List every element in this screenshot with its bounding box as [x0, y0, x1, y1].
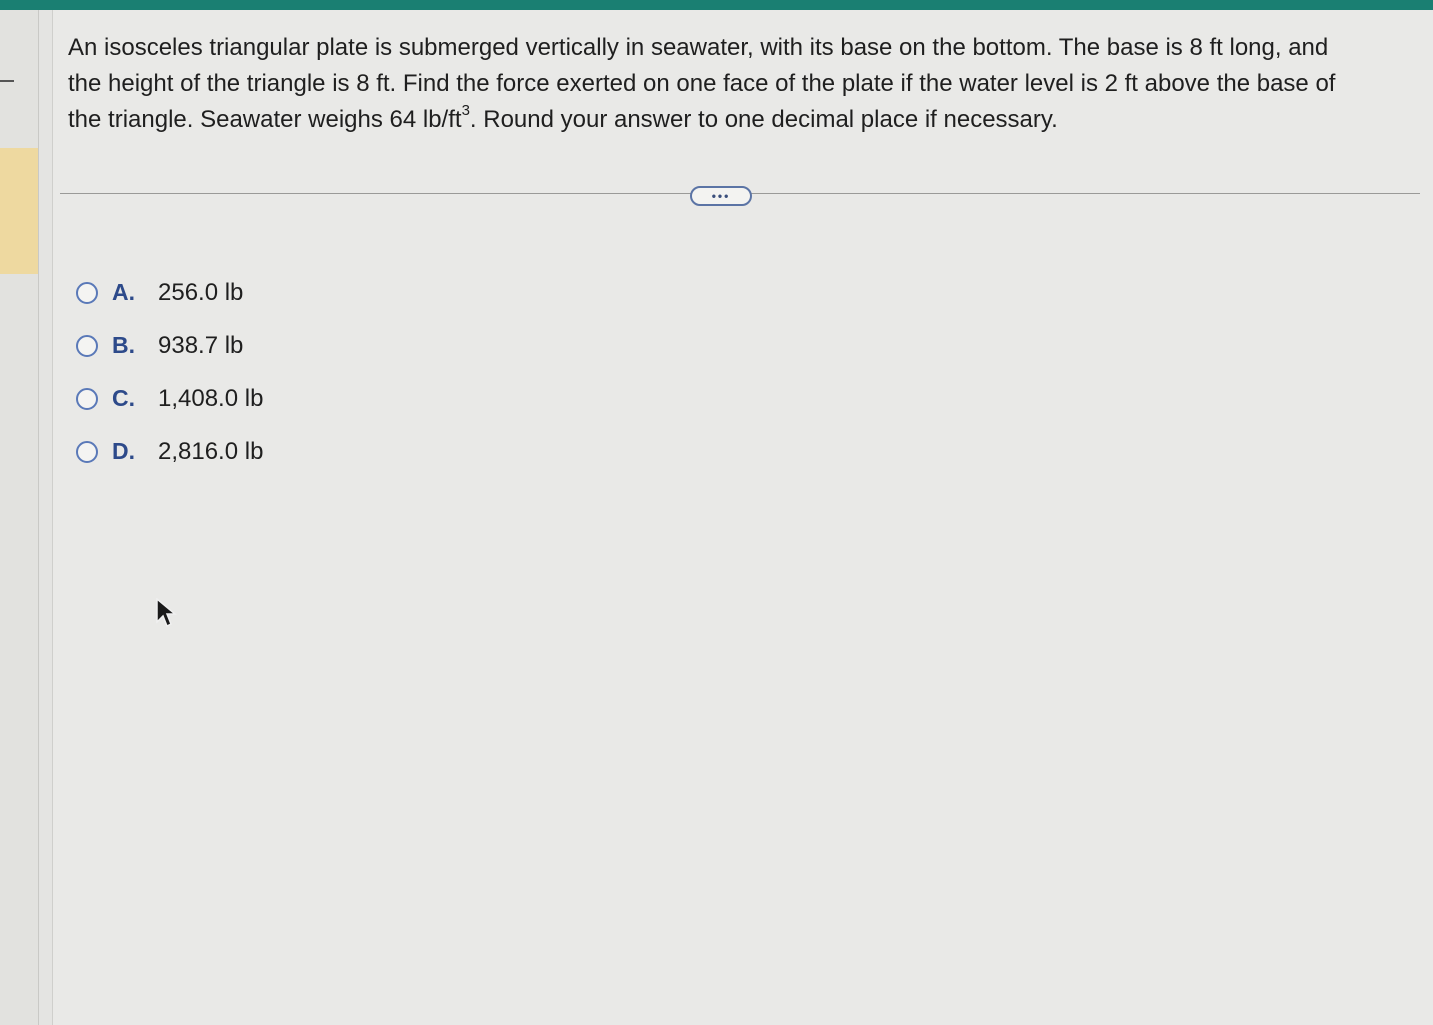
question-line-3-end: . Round your answer to one decimal place if necessary.: [469, 106, 1058, 133]
option-c[interactable]: [76, 372, 263, 425]
question-line-1: An isosceles triangular plate is submerged vertically in seawater, with its base on the bottom. The base is 8 ft long, and: [68, 34, 1329, 61]
radio-icon[interactable]: [76, 441, 98, 463]
exponent: 3: [461, 102, 470, 119]
radio-icon[interactable]: [76, 282, 98, 304]
expand-more-button[interactable]: [690, 186, 752, 206]
option-letter: B.: [112, 332, 135, 358]
option-value: 2,816.0 lb: [158, 437, 264, 465]
option-d[interactable]: [76, 425, 263, 478]
option-b[interactable]: [76, 319, 263, 372]
mouse-pointer-icon: [155, 598, 177, 630]
question-text: [68, 30, 1413, 138]
option-letter: C.: [112, 385, 135, 411]
gutter-dash: [0, 80, 14, 82]
top-accent-bar: [0, 0, 1433, 10]
left-gutter: [0, 10, 39, 1025]
option-letter: A.: [112, 279, 135, 305]
option-value: 1,408.0 lb: [158, 384, 264, 412]
option-a[interactable]: [76, 266, 263, 319]
option-value: 256.0 lb: [158, 278, 244, 306]
ellipsis-icon: •••: [711, 189, 731, 203]
question-line-3: [68, 102, 1413, 138]
option-value: 938.7 lb: [158, 331, 244, 359]
question-line-3-start: the triangle. Seawater weighs 64 lb/ft: [68, 106, 462, 133]
question-indicator[interactable]: [0, 148, 38, 274]
option-letter: D.: [112, 438, 135, 464]
question-line-2: the height of the triangle is 8 ft. Find the force exerted on one face of the plate if the water level is 2 ft above the base of: [68, 70, 1336, 97]
radio-icon[interactable]: [76, 335, 98, 357]
question-panel: [52, 10, 1433, 1025]
answer-options: [76, 266, 263, 478]
radio-icon[interactable]: [76, 388, 98, 410]
